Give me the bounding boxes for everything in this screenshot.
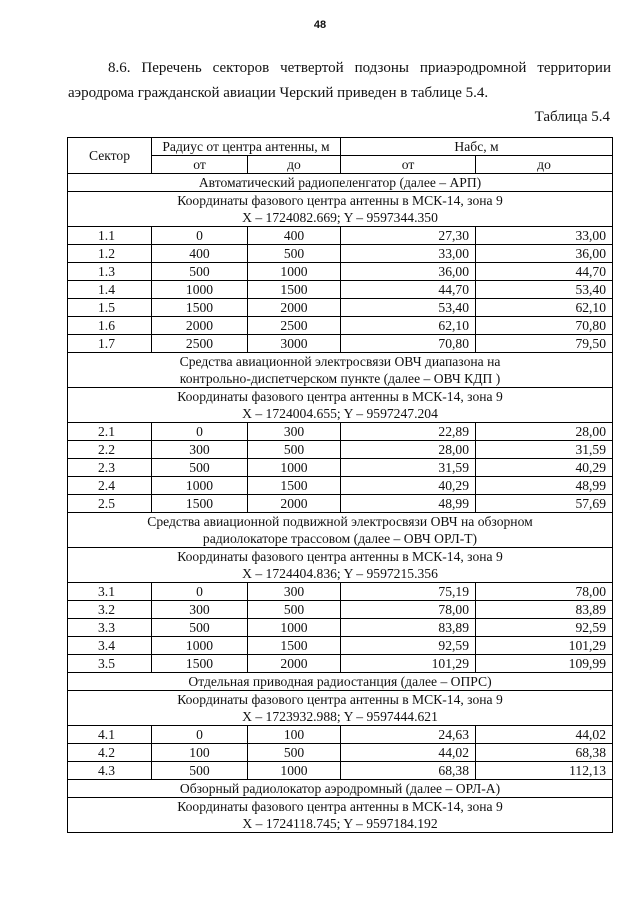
habs-to-cell: 68,38 xyxy=(476,744,613,762)
sector-cell: 1.5 xyxy=(68,299,152,317)
habs-from-cell: 27,30 xyxy=(341,227,476,245)
radius-to-cell: 1000 xyxy=(248,459,341,477)
radius-to-cell: 2000 xyxy=(248,299,341,317)
intro-line-1: 8.6. Перечень секторов четвертой подзоны приаэродромной территории xyxy=(108,60,611,76)
table-row xyxy=(68,245,613,263)
table-row xyxy=(68,335,613,353)
radius-to-cell: 3000 xyxy=(248,335,341,353)
habs-from-cell: 83,89 xyxy=(341,619,476,637)
radius-from-cell: 0 xyxy=(152,583,248,601)
radius-from-cell: 500 xyxy=(152,263,248,281)
sector-cell: 4.3 xyxy=(68,762,152,780)
habs-from-cell: 92,59 xyxy=(341,637,476,655)
radius-from-cell: 300 xyxy=(152,441,248,459)
radius-to-cell: 1500 xyxy=(248,637,341,655)
habs-from-cell: 22,89 xyxy=(341,423,476,441)
radius-to-cell: 1000 xyxy=(248,619,341,637)
habs-to-cell: 70,80 xyxy=(476,317,613,335)
radius-from-cell: 1500 xyxy=(152,495,248,513)
table-header-row xyxy=(68,138,613,156)
radius-from-cell: 2500 xyxy=(152,335,248,353)
radius-from-cell: 1500 xyxy=(152,299,248,317)
radius-to-cell: 300 xyxy=(248,423,341,441)
radius-from-cell: 1500 xyxy=(152,655,248,673)
radius-to-cell: 1500 xyxy=(248,477,341,495)
radius-to-cell: 500 xyxy=(248,245,341,263)
habs-to-cell: 92,59 xyxy=(476,619,613,637)
habs-from-cell: 36,00 xyxy=(341,263,476,281)
habs-to-cell: 36,00 xyxy=(476,245,613,263)
table-row xyxy=(68,495,613,513)
table-row xyxy=(68,263,613,281)
habs-from-cell: 44,02 xyxy=(341,744,476,762)
group-title: Средства авиационной подвижной электросвязи ОВЧ на обзорном радиолокаторе трассовом (далее – ОВЧ ОРЛ-Т) xyxy=(68,513,613,548)
header-radius: Радиус от центра антенны, м xyxy=(152,138,341,156)
table-caption: Таблица 5.4 xyxy=(534,109,610,125)
radius-to-cell: 1500 xyxy=(248,281,341,299)
header-habs-to: до xyxy=(476,156,613,174)
sector-cell: 4.2 xyxy=(68,744,152,762)
table-row xyxy=(68,317,613,335)
radius-from-cell: 400 xyxy=(152,245,248,263)
table-row xyxy=(68,655,613,673)
table-row xyxy=(68,423,613,441)
radius-to-cell: 2500 xyxy=(248,317,341,335)
habs-to-cell: 28,00 xyxy=(476,423,613,441)
habs-to-cell: 79,50 xyxy=(476,335,613,353)
header-sector: Сектор xyxy=(68,138,152,174)
radius-from-cell: 300 xyxy=(152,601,248,619)
table-row xyxy=(68,477,613,495)
radius-from-cell: 500 xyxy=(152,762,248,780)
sector-cell: 2.2 xyxy=(68,441,152,459)
radius-to-cell: 2000 xyxy=(248,495,341,513)
sector-cell: 2.5 xyxy=(68,495,152,513)
habs-from-cell: 62,10 xyxy=(341,317,476,335)
radius-from-cell: 0 xyxy=(152,227,248,245)
habs-to-cell: 44,02 xyxy=(476,726,613,744)
table-row xyxy=(68,637,613,655)
header-habs: Набс, м xyxy=(341,138,613,156)
sector-cell: 1.3 xyxy=(68,263,152,281)
habs-to-cell: 62,10 xyxy=(476,299,613,317)
habs-from-cell: 28,00 xyxy=(341,441,476,459)
intro-line-2: аэродрома гражданской авиации Черский приведен в таблице 5.4. xyxy=(68,85,489,101)
group-coords-row xyxy=(68,691,613,726)
sector-cell: 4.1 xyxy=(68,726,152,744)
radius-from-cell: 500 xyxy=(152,619,248,637)
table-row xyxy=(68,762,613,780)
habs-to-cell: 83,89 xyxy=(476,601,613,619)
habs-to-cell: 40,29 xyxy=(476,459,613,477)
table-row xyxy=(68,281,613,299)
group-coords: Координаты фазового центра антенны в МСК-14, зона 9 X – 1723932.988; Y – 9597444.621 xyxy=(68,691,613,726)
radius-to-cell: 2000 xyxy=(248,655,341,673)
group-coords-row xyxy=(68,798,613,833)
radius-to-cell: 500 xyxy=(248,744,341,762)
radius-from-cell: 0 xyxy=(152,423,248,441)
radius-from-cell: 1000 xyxy=(152,477,248,495)
radius-from-cell: 100 xyxy=(152,744,248,762)
group-coords: Координаты фазового центра антенны в МСК-14, зона 9 X – 1724004.655; Y – 9597247.204 xyxy=(68,388,613,423)
habs-to-cell: 44,70 xyxy=(476,263,613,281)
sector-cell: 3.3 xyxy=(68,619,152,637)
sector-cell: 2.3 xyxy=(68,459,152,477)
table-row xyxy=(68,583,613,601)
habs-to-cell: 31,59 xyxy=(476,441,613,459)
table-row xyxy=(68,601,613,619)
habs-from-cell: 68,38 xyxy=(341,762,476,780)
sector-cell: 2.1 xyxy=(68,423,152,441)
sector-cell: 3.1 xyxy=(68,583,152,601)
radius-from-cell: 2000 xyxy=(152,317,248,335)
radius-to-cell: 1000 xyxy=(248,762,341,780)
radius-to-cell: 100 xyxy=(248,726,341,744)
sector-cell: 2.4 xyxy=(68,477,152,495)
sector-cell: 1.4 xyxy=(68,281,152,299)
habs-from-cell: 78,00 xyxy=(341,601,476,619)
habs-to-cell: 57,69 xyxy=(476,495,613,513)
sector-cell: 1.6 xyxy=(68,317,152,335)
group-coords-row xyxy=(68,388,613,423)
header-radius-from: от xyxy=(152,156,248,174)
group-title: Автоматический радиопеленгатор (далее – АРП) xyxy=(68,174,613,192)
table-body xyxy=(68,174,613,833)
habs-from-cell: 70,80 xyxy=(341,335,476,353)
habs-from-cell: 101,29 xyxy=(341,655,476,673)
sector-cell: 3.5 xyxy=(68,655,152,673)
sector-cell: 3.2 xyxy=(68,601,152,619)
habs-to-cell: 33,00 xyxy=(476,227,613,245)
table-row xyxy=(68,619,613,637)
table-row xyxy=(68,227,613,245)
group-title-row xyxy=(68,353,613,388)
habs-from-cell: 33,00 xyxy=(341,245,476,263)
radius-to-cell: 1000 xyxy=(248,263,341,281)
sector-cell: 3.4 xyxy=(68,637,152,655)
sectors-table xyxy=(67,137,613,833)
table-row xyxy=(68,726,613,744)
radius-from-cell: 500 xyxy=(152,459,248,477)
habs-to-cell: 48,99 xyxy=(476,477,613,495)
habs-to-cell: 78,00 xyxy=(476,583,613,601)
table-row xyxy=(68,744,613,762)
habs-from-cell: 31,59 xyxy=(341,459,476,477)
group-title-row xyxy=(68,673,613,691)
header-habs-from: от xyxy=(341,156,476,174)
radius-to-cell: 300 xyxy=(248,583,341,601)
group-title-row xyxy=(68,780,613,798)
group-title-row xyxy=(68,174,613,192)
group-title-row xyxy=(68,513,613,548)
habs-from-cell: 53,40 xyxy=(341,299,476,317)
habs-from-cell: 24,63 xyxy=(341,726,476,744)
page-number: 48 xyxy=(313,19,327,31)
habs-to-cell: 112,13 xyxy=(476,762,613,780)
radius-to-cell: 400 xyxy=(248,227,341,245)
radius-from-cell: 0 xyxy=(152,726,248,744)
radius-to-cell: 500 xyxy=(248,441,341,459)
radius-from-cell: 1000 xyxy=(152,281,248,299)
habs-from-cell: 40,29 xyxy=(341,477,476,495)
sector-cell: 1.2 xyxy=(68,245,152,263)
group-coords-row xyxy=(68,192,613,227)
table-row xyxy=(68,459,613,477)
intro-paragraph xyxy=(68,56,611,106)
habs-from-cell: 75,19 xyxy=(341,583,476,601)
group-coords: Координаты фазового центра антенны в МСК-14, зона 9 X – 1724404.836; Y – 9597215.356 xyxy=(68,548,613,583)
habs-from-cell: 48,99 xyxy=(341,495,476,513)
group-title: Обзорный радиолокатор аэродромный (далее – ОРЛ-А) xyxy=(68,780,613,798)
header-radius-to: до xyxy=(248,156,341,174)
group-coords: Координаты фазового центра антенны в МСК-14, зона 9 X – 1724118.745; Y – 9597184.192 xyxy=(68,798,613,833)
group-title: Средства авиационной электросвязи ОВЧ диапазона на контрольно-диспетчерском пункте (далее – ОВЧ КДП ) xyxy=(68,353,613,388)
habs-from-cell: 44,70 xyxy=(341,281,476,299)
group-title: Отдельная приводная радиостанция (далее – ОПРС) xyxy=(68,673,613,691)
table-row xyxy=(68,299,613,317)
habs-to-cell: 53,40 xyxy=(476,281,613,299)
group-coords: Координаты фазового центра антенны в МСК-14, зона 9 X – 1724082.669; Y – 9597344.350 xyxy=(68,192,613,227)
sector-cell: 1.1 xyxy=(68,227,152,245)
habs-to-cell: 109,99 xyxy=(476,655,613,673)
table-row xyxy=(68,441,613,459)
habs-to-cell: 101,29 xyxy=(476,637,613,655)
radius-to-cell: 500 xyxy=(248,601,341,619)
radius-from-cell: 1000 xyxy=(152,637,248,655)
sector-cell: 1.7 xyxy=(68,335,152,353)
group-coords-row xyxy=(68,548,613,583)
